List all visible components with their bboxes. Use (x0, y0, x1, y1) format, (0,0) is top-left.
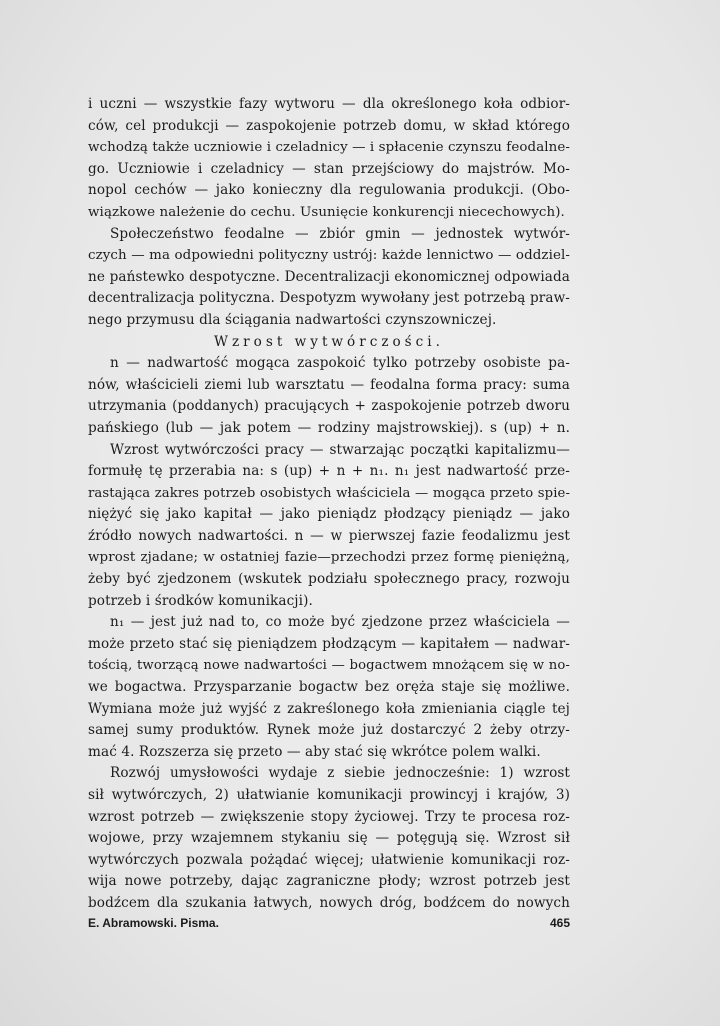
text-line: pańskiego (lub — jak potem — rodziny majstrowskiej). s (up) + n. (88, 419, 570, 436)
text-line: Społeczeństwo feodalne — zbiór gmin — jednostek wytwór- (110, 225, 570, 242)
text-line: źródło nowych nadwartości. n — w pierwszej fazie feodalizmu jest (88, 527, 570, 544)
text-line: potrzeb i środków komunikacji). (88, 592, 313, 609)
text-line: żeby być zjedzonem (wskutek podziału społecznego pracy, rozwoju (88, 571, 570, 588)
text-line: niężyć się jako kapitał — jako pieniądz płodzący pieniądz — jako (88, 506, 570, 523)
text-line: wiązkowe należenie do cechu. Usunięcie konkurencji niecechowych). (88, 204, 565, 220)
text-line: mać 4. Rozszerza się przeto — aby stać się wkrótce polem walki. (88, 743, 541, 760)
page-body-text (88, 94, 570, 915)
text-line: n₁ — jest już nad to, co może być zjedzone przez właściciela — (110, 614, 570, 631)
text-line: i uczni — wszystkie fazy wytworu — dla określonego koła odbior- (88, 96, 570, 112)
page-number: 465 (549, 916, 570, 930)
text-line: nopol cechów — jako konieczny dla regulowania produkcji. (Obo- (88, 182, 570, 199)
text-line: czych — ma odpowiedni polityczny ustrój: każde lennictwo — oddziel- (88, 248, 570, 264)
text-line: nego przymusu dla ściągania nadwartości czynszowniczej. (88, 311, 497, 328)
text-line: Wzrost wytwórczości pracy — stwarzając początki kapitalizmu— (110, 441, 570, 458)
text-line: wytwórczych pozwala pożądać więcej; ułatwienie komunikacji roz- (88, 851, 570, 868)
text-line: go. Uczniowie i czeladnicy — stan przejściowy do majstrów. Mo- (88, 160, 570, 177)
text-line: nów, właścicieli ziemi lub warsztatu — feodalna forma pracy: suma (88, 376, 570, 393)
text-line: wprost zjadane; w ostatniej fazie—przechodzi przez formę pieniężną, (88, 550, 570, 566)
running-footer-title: E. Abramowski. Pisma. (88, 916, 219, 930)
text-line: we bogactwa. Przysparzanie bogactw bez oręża staje się możliwe. (88, 679, 570, 696)
text-line: Wymiana może już wyjść z zakreślonego koła zmieniania ciągle tej (88, 700, 570, 717)
text-line: może przeto stać się pieniądzem płodzącym — kapitałem — nadwar- (88, 635, 570, 652)
text-line: samej sumy produktów. Rynek może już dostarczyć 2 żeby otrzy- (88, 722, 570, 739)
text-line: wija nowe potrzeby, dając zagraniczne płody; wzrost potrzeb jest (88, 873, 570, 890)
text-line: Rozwój umysłowości wydaje z siebie jednocześnie: 1) wzrost (110, 765, 570, 782)
text-line: sił wytwórczych, 2) ułatwianie komunikacji prowincyj i krajów, 3) (88, 787, 570, 803)
text-line: ne państewko despotyczne. Decentralizacji ekonomicznej odpowiada (88, 268, 570, 285)
text-line: wchodzą także uczniowie i czeladnicy — i spłacenie czynszu feodalne- (88, 140, 570, 156)
text-line: formułę tę przerabia na: s (up) + n + n₁. n₁ jest nadwartość prze- (88, 463, 570, 480)
page-footer (88, 916, 570, 930)
text-line: ców, cel produkcji — zaspokojenie potrzeb domu, w skład którego (88, 117, 570, 134)
text-line: wojowe, przy wzajemnem stykaniu się — potęgują się. Wzrost sił (88, 830, 570, 847)
text-line: utrzymania (poddanych) pracujących + zaspokojenie potrzeb dworu (88, 398, 570, 415)
text-line: bodźcem dla szukania łatwych, nowych dróg, bodźcem do nowych (88, 894, 570, 911)
text-line: decentralizacja polityczna. Despotyzm wywołany jest potrzebą praw- (88, 290, 570, 307)
text-line: n — nadwartość mogąca zaspokoić tylko potrzeby osobiste pa- (110, 355, 570, 372)
section-heading: Wzrost wytwórczości. (214, 333, 444, 350)
text-line: wzrost potrzeb — zwiększenie stopy życiowej. Trzy te procesa roz- (88, 808, 570, 825)
text-line: tością, tworzącą nowe nadwartości — bogactwem mnożącem się w no- (88, 658, 570, 674)
text-line: rastająca zakres potrzeb osobistych właściciela — mogąca przeto spie- (88, 485, 570, 501)
